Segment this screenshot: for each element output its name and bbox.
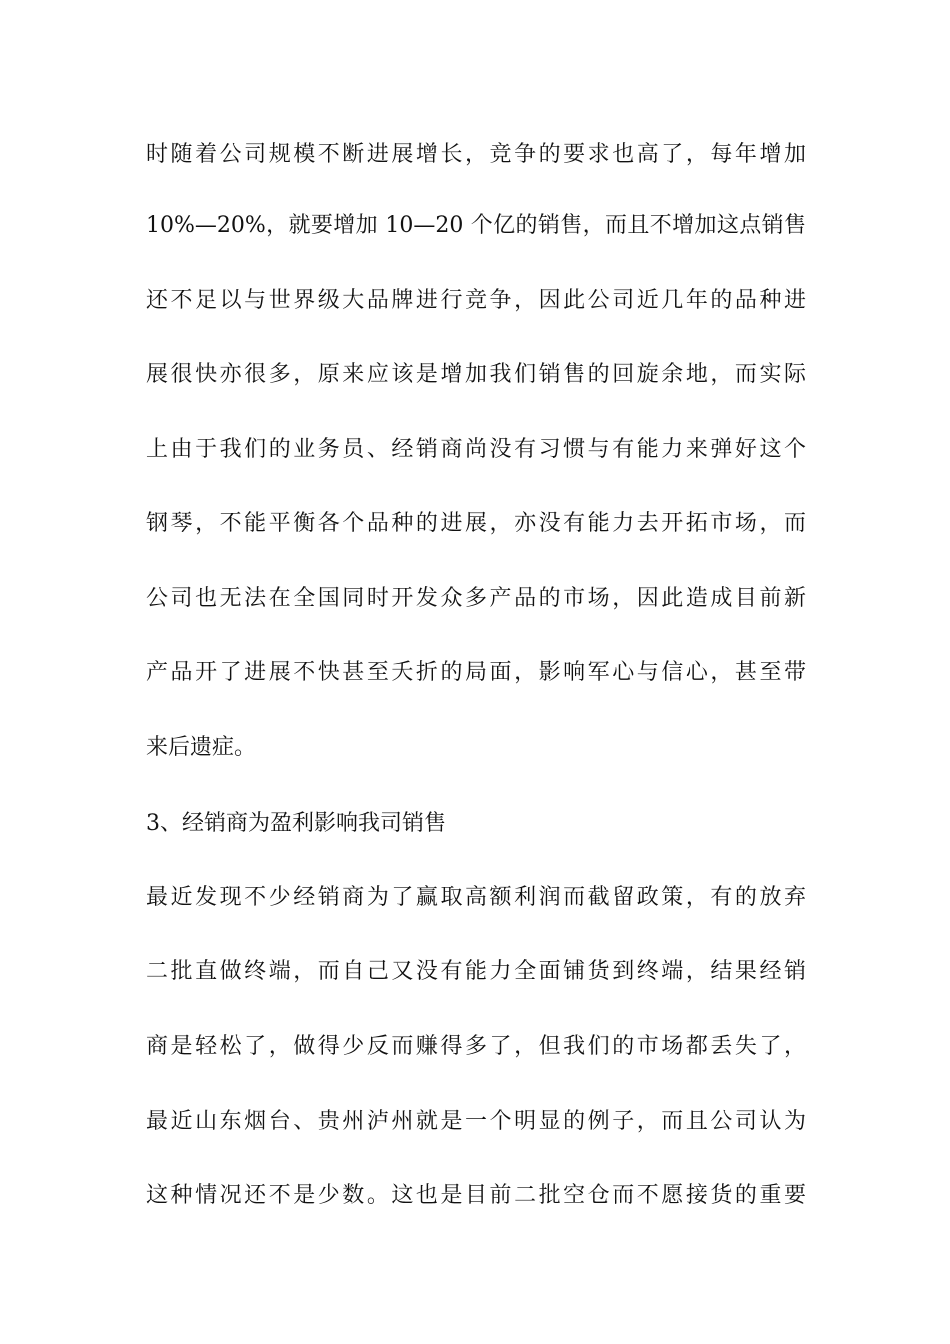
paragraph-1-line-1: 时随着公司规模不断进展增长，竞争的要求也高了，每年增加 <box>146 142 806 167</box>
paragraph-1-line-9: 来后遗症。 <box>146 735 257 760</box>
paragraph-1-line-8: 产品开了进展不快甚至夭折的局面，影响军心与信心，甚至带 <box>146 660 806 685</box>
paragraph-2-line-2: 二批直做终端，而自己又没有能力全面铺货到终端，结果经销 <box>146 959 806 984</box>
paragraph-2-line-3: 商是轻松了，做得少反而赚得多了，但我们的市场都丢失了， <box>146 1034 806 1059</box>
section-heading-3: 3、经销商为盈利影响我司销售 <box>146 811 446 836</box>
paragraph-2-line-1: 最近发现不少经销商为了赢取高额利润而截留政策，有的放弃 <box>146 885 806 910</box>
paragraph-1-line-3: 还不足以与世界级大品牌进行竞争，因此公司近几年的品种进 <box>146 288 806 313</box>
paragraph-1-line-4: 展很快亦很多，原来应该是增加我们销售的回旋余地，而实际 <box>146 362 806 387</box>
paragraph-1-line-2: 10%—20%，就要增加 10—20 个亿的销售，而且不增加这点销售 <box>146 213 806 238</box>
paragraph-1-line-6: 钢琴，不能平衡各个品种的进展，亦没有能力去开拓市场，而 <box>146 511 806 536</box>
paragraph-2-line-5: 这种情况还不是少数。这也是目前二批空仓而不愿接货的重要 <box>146 1183 806 1208</box>
paragraph-2-line-4: 最近山东烟台、贵州泸州就是一个明显的例子，而且公司认为 <box>146 1109 806 1134</box>
paragraph-1-line-7: 公司也无法在全国同时开发众多产品的市场，因此造成目前新 <box>146 586 806 611</box>
paragraph-1-line-5: 上由于我们的业务员、经销商尚没有习惯与有能力来弹好这个 <box>146 437 806 462</box>
